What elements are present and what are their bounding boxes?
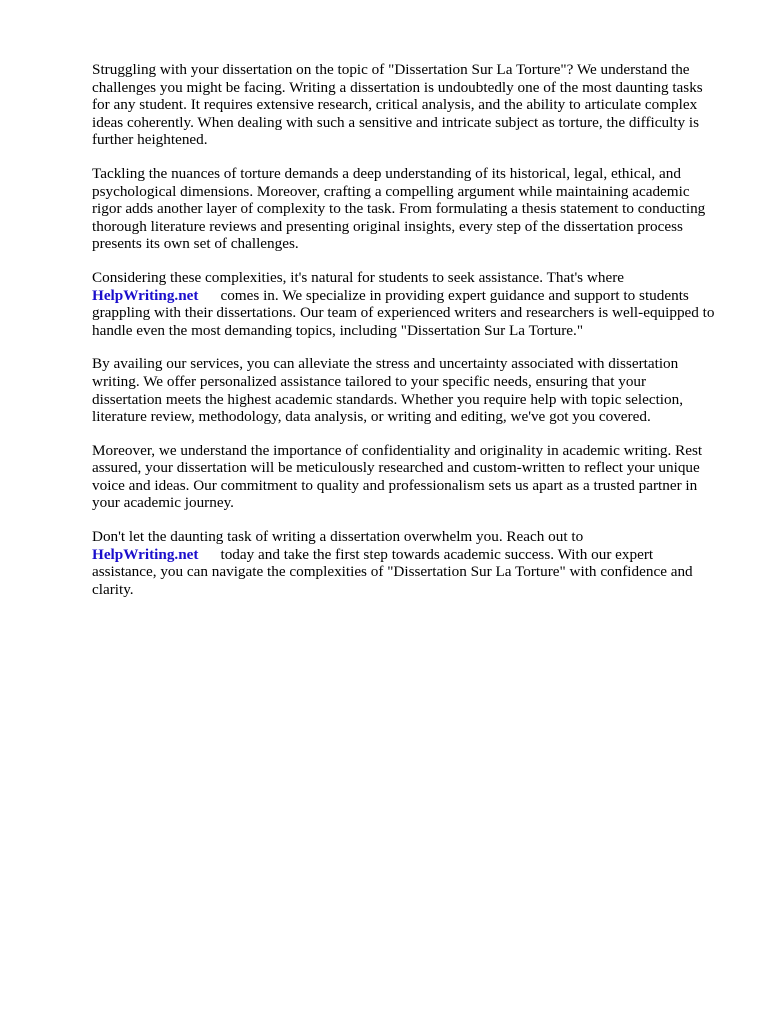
document-page	[92, 61, 718, 614]
paragraph-call-to-action	[92, 528, 718, 598]
paragraph-cta-lead: Don't let the daunting task of writing a dissertation overwhelm you. Reach out to	[92, 528, 584, 546]
paragraph-assistance	[92, 269, 718, 339]
paragraph-confidentiality: Moreover, we understand the importance of confidentiality and originality in academic writing. Rest assured, your dissertation will be meticulously researched and custom-written to reflect your unique voice and ideas. Our commitment to quality and professionalism sets us apart as a trusted partner in your academic journey.	[92, 441, 703, 512]
paragraph-assistance-lead: Considering these complexities, it's natural for students to seek assistance. That's where	[92, 268, 624, 286]
helpwriting-link-cta[interactable]: HelpWriting.net	[92, 545, 199, 563]
paragraph-cta-tail: today and take the first step towards academic success. With our expert assistance, you can navigate the complexities of "Dissertation Sur La Torture" with confidence and clarity.	[92, 545, 693, 598]
paragraph-assistance-tail: comes in. We specialize in providing expert guidance and support to students grappling with their dissertations. Our team of experienced writers and researchers is well-equipped to handle even the most demanding topics, including "Dissertation Sur La Torture."	[92, 286, 715, 339]
paragraph-nuances: Tackling the nuances of torture demands a deep understanding of its historical, legal, ethical, and psychological dimensions. Moreover, crafting a compelling argument while maintaining academic rigor adds another layer of complexity to the task. From formulating a thesis statement to conducting thorough literature reviews and presenting original insights, every step of the dissertation process presents its own set of challenges.	[92, 164, 706, 253]
paragraph-intro: Struggling with your dissertation on the topic of "Dissertation Sur La Torture"? We understand the challenges you might be facing. Writing a dissertation is undoubtedly one of the most daunting tasks for any student. It requires extensive research, critical analysis, and the ability to articulate complex ideas coherently. When dealing with such a sensitive and intricate subject as torture, the difficulty is further heightened.	[92, 61, 703, 149]
helpwriting-link[interactable]: HelpWriting.net	[92, 286, 199, 304]
paragraph-services: By availing our services, you can alleviate the stress and uncertainty associated with dissertation writing. We offer personalized assistance tailored to your specific needs, ensuring that your dissertation meets the highest academic standards. Whether you require help with topic selection, literature review, methodology, data analysis, or writing and editing, we've got you covered.	[92, 355, 684, 426]
